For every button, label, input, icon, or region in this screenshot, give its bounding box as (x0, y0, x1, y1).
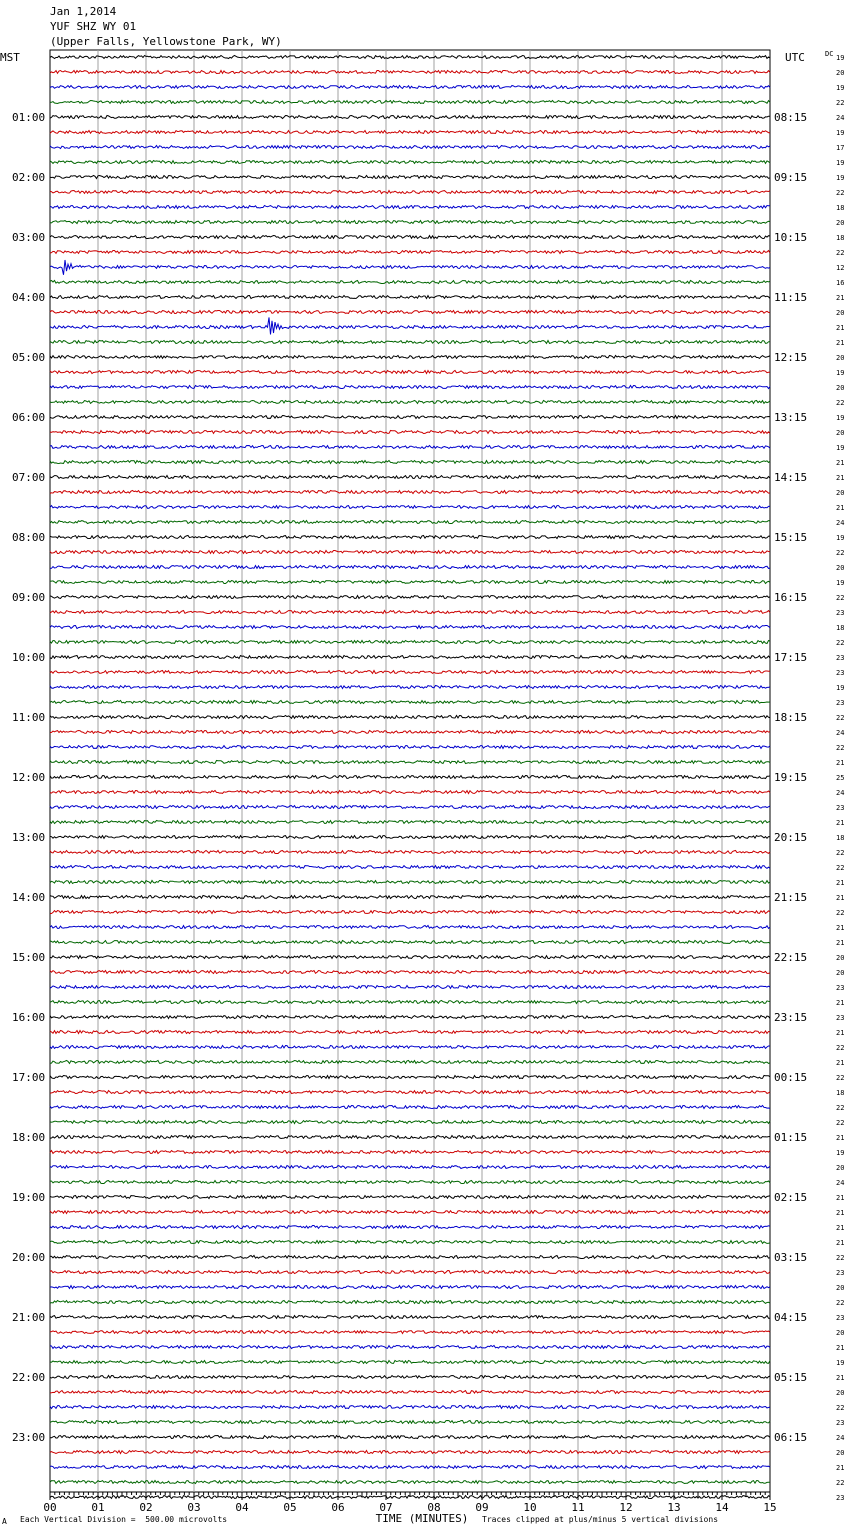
right-hour-label: 08:15 (774, 111, 808, 124)
trace-line (50, 1481, 770, 1484)
dc-offset-label: 21 (836, 1134, 845, 1142)
trace-line (50, 386, 770, 389)
trace-line (50, 221, 770, 224)
x-tick-label: 11 (571, 1501, 585, 1514)
dc-offset-label: 21 (836, 1464, 845, 1472)
trace-line (50, 596, 770, 599)
left-hour-label: 10:00 (12, 651, 46, 664)
dc-offset-label: 19 (836, 174, 845, 182)
dc-offset-label: 24 (836, 1434, 845, 1442)
trace-line (50, 791, 770, 794)
dc-offset-label: 23 (836, 669, 845, 677)
trace-line (50, 1256, 770, 1259)
trace-line (50, 86, 770, 89)
trace-line (50, 521, 770, 524)
left-hour-label: 13:00 (12, 831, 46, 844)
left-hour-label: 15:00 (12, 951, 46, 964)
left-hour-label: 11:00 (12, 711, 46, 724)
trace-line (50, 131, 770, 134)
dc-offset-label: 25 (836, 774, 845, 782)
axis-labels (0, 50, 844, 1525)
dc-offset-label: 20 (836, 564, 845, 572)
trace-line (50, 446, 770, 449)
dc-offset-label: 22 (836, 99, 845, 107)
trace-line (50, 251, 770, 254)
trace-line (50, 1466, 770, 1469)
right-hour-label: 13:15 (774, 411, 808, 424)
dc-offset-label: 21 (836, 819, 845, 827)
trace-line (50, 1316, 770, 1319)
trace-line (50, 1436, 770, 1439)
dc-offset-label: 20 (836, 354, 845, 362)
dc-offset-label: 21 (836, 504, 845, 512)
trace-line (50, 806, 770, 809)
dc-label: DC (825, 50, 834, 58)
dc-offset-label: 23 (836, 654, 845, 662)
right-hour-label: 18:15 (774, 711, 808, 724)
right-hour-label: 00:15 (774, 1071, 808, 1084)
left-hour-label: 18:00 (12, 1131, 46, 1144)
x-tick-label: 01 (91, 1501, 105, 1514)
dc-offset-label: 18 (836, 204, 845, 212)
left-hour-label: 16:00 (12, 1011, 46, 1024)
dc-offset-label: 19 (836, 534, 845, 542)
dc-offset-label: 21 (836, 1344, 845, 1352)
trace-line (50, 1121, 770, 1124)
trace-line (50, 1076, 770, 1079)
dc-offset-label: 19 (836, 444, 845, 452)
trace-line (50, 1211, 770, 1214)
trace-line (50, 1451, 770, 1454)
dc-offset-label: 20 (836, 1449, 845, 1457)
trace-line (50, 776, 770, 779)
trace-line (50, 116, 770, 119)
right-hour-label: 01:15 (774, 1131, 808, 1144)
dc-offset-label: 22 (836, 849, 845, 857)
dc-offset-label: 21 (836, 924, 845, 932)
dc-offset-label: 22 (836, 1074, 845, 1082)
dc-offset-label: 18 (836, 624, 845, 632)
scale-note: Each Vertical Division = 500.00 microvolts (20, 1515, 228, 1524)
trace-line (50, 191, 770, 194)
trace-line (50, 641, 770, 644)
dc-offset-label: 23 (836, 984, 845, 992)
left-hour-label: 04:00 (12, 291, 46, 304)
x-tick-label: 09 (475, 1501, 489, 1514)
trace-line (50, 1151, 770, 1154)
right-hour-label: 04:15 (774, 1311, 808, 1324)
trace-line (50, 551, 770, 554)
dc-offset-label: 21 (836, 879, 845, 887)
trace-line (50, 731, 770, 734)
dc-offset-label: 22 (836, 399, 845, 407)
dc-offset-label: 22 (836, 639, 845, 647)
trace-line (50, 431, 770, 434)
trace-line (50, 71, 770, 74)
dc-offset-label: 22 (836, 714, 845, 722)
trace-line (50, 1001, 770, 1004)
dc-offset-label: 18 (836, 1089, 845, 1097)
dc-offset-label: 21 (836, 1374, 845, 1382)
trace-line (50, 686, 770, 689)
dc-offset-label: 22 (836, 1479, 845, 1487)
right-hour-label: 19:15 (774, 771, 808, 784)
trace-line (50, 581, 770, 584)
right-hour-label: 02:15 (774, 1191, 808, 1204)
trace-line (50, 371, 770, 374)
dc-offset-label: 19 (836, 1149, 845, 1157)
dc-offset-label: 21 (836, 294, 845, 302)
dc-offset-label: 24 (836, 114, 845, 122)
dc-offset-label: 20 (836, 1164, 845, 1172)
dc-offset-label: 19 (836, 159, 845, 167)
dc-offset-label: 23 (836, 1269, 845, 1277)
trace-line (50, 1331, 770, 1334)
trace-line (50, 986, 770, 989)
x-tick-label: 06 (331, 1501, 345, 1514)
trace-line (50, 1421, 770, 1424)
footer-mark: A (2, 1517, 7, 1526)
dc-offset-label: 22 (836, 189, 845, 197)
left-hour-label: 07:00 (12, 471, 46, 484)
dc-offset-label: 24 (836, 519, 845, 527)
dc-offset-label: 20 (836, 69, 845, 77)
trace-line (50, 1016, 770, 1019)
dc-offset-label: 20 (836, 489, 845, 497)
dc-offset-label: 21 (836, 1029, 845, 1037)
x-tick-label: 12 (619, 1501, 633, 1514)
dc-offset-label: 21 (836, 1224, 845, 1232)
dc-offset-label: 19 (836, 54, 845, 62)
dc-offset-label: 22 (836, 1119, 845, 1127)
trace-line (50, 1391, 770, 1394)
dc-offset-label: 23 (836, 609, 845, 617)
dc-offset-label: 20 (836, 969, 845, 977)
trace-line (50, 281, 770, 284)
trace-line (50, 971, 770, 974)
left-hour-label: 12:00 (12, 771, 46, 784)
dc-offset-label: 20 (836, 429, 845, 437)
trace-line (50, 1106, 770, 1109)
trace-line (50, 311, 770, 314)
trace-line (50, 341, 770, 344)
trace-line (50, 836, 770, 839)
left-hour-label: 14:00 (12, 891, 46, 904)
dc-offset-label: 24 (836, 789, 845, 797)
dc-offset-label: 19 (836, 1359, 845, 1367)
dc-offset-label: 22 (836, 744, 845, 752)
trace-line (50, 176, 770, 179)
x-tick-label: 10 (523, 1501, 537, 1514)
trace-line (50, 491, 770, 494)
trace-line (50, 926, 770, 929)
trace-line (50, 1136, 770, 1139)
dc-offset-label: 18 (836, 834, 845, 842)
x-tick-label: 02 (139, 1501, 153, 1514)
x-tick-label: 03 (187, 1501, 201, 1514)
dc-offset-label: 23 (836, 1419, 845, 1427)
dc-offset-label: 20 (836, 1329, 845, 1337)
trace-line (50, 716, 770, 719)
dc-offset-label: 22 (836, 909, 845, 917)
seismic-traces (50, 56, 770, 1499)
left-hour-label: 22:00 (12, 1371, 46, 1384)
left-timezone-label: MST (0, 51, 20, 64)
trace-line (50, 956, 770, 959)
trace-line (50, 1271, 770, 1274)
trace-line (50, 746, 770, 749)
trace-line (50, 401, 770, 404)
dc-offset-label: 23 (836, 1014, 845, 1022)
clip-note: Traces clipped at plus/minus 5 vertical divisions (482, 1515, 719, 1524)
trace-line (50, 236, 770, 239)
dc-offset-label: 20 (836, 1389, 845, 1397)
trace-line (50, 911, 770, 914)
dc-offset-label: 16 (836, 279, 845, 287)
dc-offset-label: 20 (836, 954, 845, 962)
right-hour-label: 11:15 (774, 291, 808, 304)
dc-offset-label: 21 (836, 474, 845, 482)
location-label: (Upper Falls, Yellowstone Park, WY) (50, 35, 282, 48)
trace-line (50, 476, 770, 479)
trace-line (50, 146, 770, 149)
dc-offset-label: 21 (836, 459, 845, 467)
trace-line (50, 1196, 770, 1199)
dc-offset-label: 12 (836, 264, 845, 272)
dc-offset-label: 24 (836, 1179, 845, 1187)
right-hour-label: 17:15 (774, 651, 808, 664)
dc-offset-label: 19 (836, 84, 845, 92)
trace-line (50, 260, 770, 275)
x-tick-label: 08 (427, 1501, 441, 1514)
trace-line (50, 101, 770, 104)
dc-offset-label: 21 (836, 894, 845, 902)
x-axis-label: TIME (MINUTES) (375, 1512, 469, 1525)
dc-offset-label: 23 (836, 1494, 845, 1502)
x-tick-label: 07 (379, 1501, 393, 1514)
left-hour-label: 20:00 (12, 1251, 46, 1264)
dc-offset-label: 17 (836, 144, 845, 152)
dc-offset-label: 21 (836, 759, 845, 767)
trace-line (50, 761, 770, 764)
left-hour-label: 06:00 (12, 411, 46, 424)
trace-line (50, 701, 770, 704)
right-hour-label: 10:15 (774, 231, 808, 244)
right-hour-label: 21:15 (774, 891, 808, 904)
trace-line (50, 1166, 770, 1169)
left-hour-label: 19:00 (12, 1191, 46, 1204)
trace-line (50, 1406, 770, 1409)
dc-offset-label: 22 (836, 1404, 845, 1412)
trace-line (50, 416, 770, 419)
trace-line (50, 161, 770, 164)
x-tick-label: 00 (43, 1501, 57, 1514)
x-tick-label: 05 (283, 1501, 297, 1514)
right-hour-label: 20:15 (774, 831, 808, 844)
right-hour-label: 03:15 (774, 1251, 808, 1264)
right-hour-label: 05:15 (774, 1371, 808, 1384)
dc-offset-label: 20 (836, 309, 845, 317)
x-tick-label: 14 (715, 1501, 729, 1514)
trace-line (50, 317, 770, 334)
dc-offset-label: 19 (836, 579, 845, 587)
trace-line (50, 356, 770, 359)
trace-line (50, 1361, 770, 1364)
dc-offset-label: 18 (836, 234, 845, 242)
dc-offset-label: 22 (836, 549, 845, 557)
left-hour-label: 17:00 (12, 1071, 46, 1084)
trace-line (50, 1376, 770, 1379)
station-label: YUF SHZ WY 01 (50, 20, 137, 33)
right-hour-label: 16:15 (774, 591, 808, 604)
dc-offset-label: 21 (836, 324, 845, 332)
left-hour-label: 02:00 (12, 171, 46, 184)
trace-line (50, 881, 770, 884)
trace-line (50, 611, 770, 614)
dc-offset-label: 24 (836, 729, 845, 737)
trace-line (50, 1241, 770, 1244)
dc-offset-label: 22 (836, 1104, 845, 1112)
dc-offset-label: 21 (836, 999, 845, 1007)
right-hour-label: 15:15 (774, 531, 808, 544)
x-tick-label: 13 (667, 1501, 681, 1514)
trace-line (50, 56, 770, 59)
dc-offset-label: 23 (836, 1314, 845, 1322)
trace-line (50, 941, 770, 944)
trace-line (50, 1181, 770, 1184)
left-hour-label: 08:00 (12, 531, 46, 544)
right-hour-label: 09:15 (774, 171, 808, 184)
dc-offset-label: 22 (836, 1299, 845, 1307)
right-hour-label: 06:15 (774, 1431, 808, 1444)
x-tick-label: 15 (763, 1501, 777, 1514)
left-hour-label: 01:00 (12, 111, 46, 124)
trace-line (50, 1226, 770, 1229)
left-hour-label: 05:00 (12, 351, 46, 364)
dc-offset-label: 19 (836, 414, 845, 422)
dc-offset-label: 21 (836, 1209, 845, 1217)
dc-offset-label: 23 (836, 699, 845, 707)
trace-line (50, 1031, 770, 1034)
trace-line (50, 566, 770, 569)
dc-offset-label: 21 (836, 1194, 845, 1202)
left-hour-label: 03:00 (12, 231, 46, 244)
trace-line (50, 896, 770, 899)
right-hour-label: 12:15 (774, 351, 808, 364)
trace-line (50, 1046, 770, 1049)
dc-offset-label: 22 (836, 594, 845, 602)
x-tick-label: 04 (235, 1501, 249, 1514)
dc-offset-label: 22 (836, 1044, 845, 1052)
right-timezone-label: UTC (785, 51, 805, 64)
dc-offset-label: 20 (836, 384, 845, 392)
trace-line (50, 1061, 770, 1064)
dc-offset-label: 23 (836, 804, 845, 812)
date-label: Jan 1,2014 (50, 5, 117, 18)
trace-line (50, 206, 770, 209)
dc-offset-label: 20 (836, 219, 845, 227)
dc-offset-label: 21 (836, 1239, 845, 1247)
left-hour-label: 21:00 (12, 1311, 46, 1324)
right-hour-label: 22:15 (774, 951, 808, 964)
dc-offset-label: 19 (836, 369, 845, 377)
trace-line (50, 1346, 770, 1349)
dc-offset-label: 21 (836, 1059, 845, 1067)
trace-line (50, 656, 770, 659)
trace-line (50, 1286, 770, 1289)
trace-line (50, 1301, 770, 1304)
right-hour-label: 23:15 (774, 1011, 808, 1024)
trace-line (50, 851, 770, 854)
trace-line (50, 536, 770, 539)
trace-line (50, 626, 770, 629)
trace-line (50, 1091, 770, 1094)
trace-line (50, 296, 770, 299)
left-hour-label: 09:00 (12, 591, 46, 604)
dc-offset-label: 19 (836, 129, 845, 137)
trace-line (50, 671, 770, 674)
trace-line (50, 461, 770, 464)
trace-line (50, 866, 770, 869)
dc-offset-label: 22 (836, 864, 845, 872)
dc-offset-label: 21 (836, 339, 845, 347)
right-hour-label: 14:15 (774, 471, 808, 484)
dc-offset-label: 19 (836, 684, 845, 692)
dc-offset-label: 22 (836, 1254, 845, 1262)
trace-line (50, 506, 770, 509)
dc-offset-label: 20 (836, 1284, 845, 1292)
trace-line (50, 821, 770, 824)
dc-offset-label: 21 (836, 939, 845, 947)
dc-offset-label: 22 (836, 249, 845, 257)
left-hour-label: 23:00 (12, 1431, 46, 1444)
